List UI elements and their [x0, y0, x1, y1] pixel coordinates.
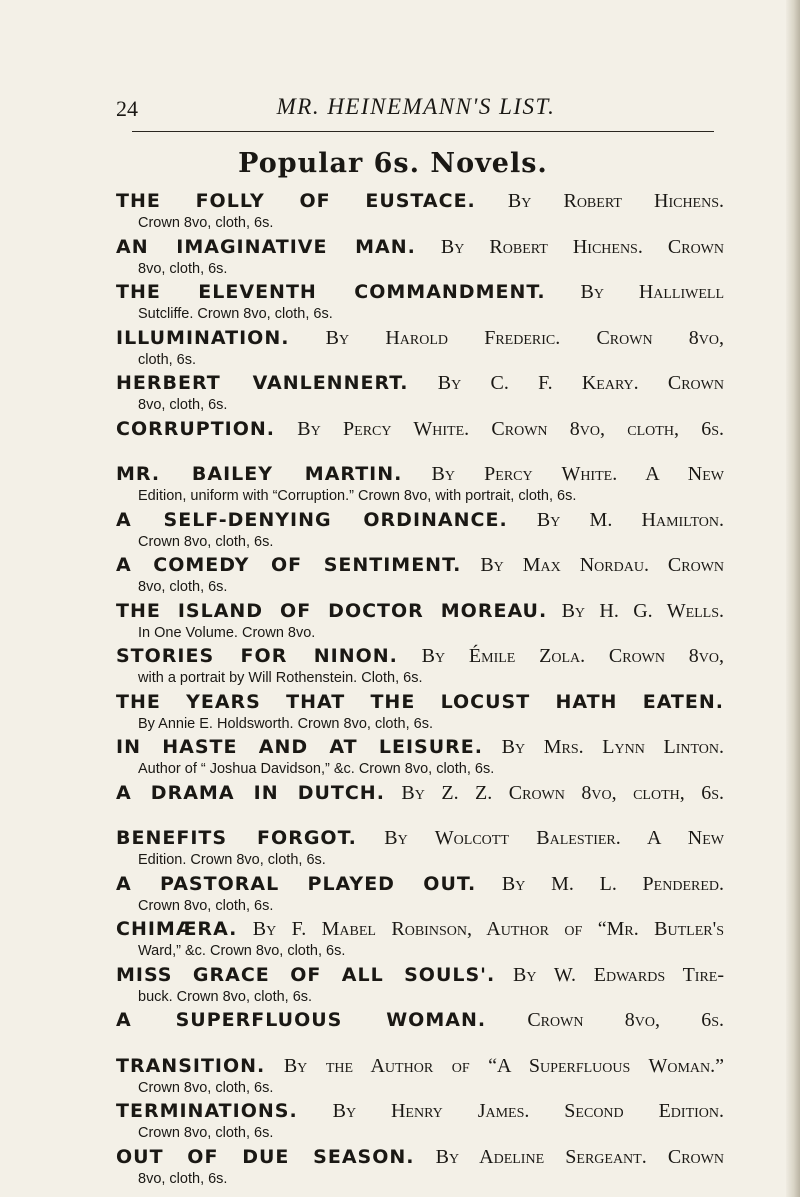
running-head — [116, 92, 716, 128]
book-entry — [116, 280, 724, 326]
book-author: By Adeline Sergeant. Crown — [435, 1145, 724, 1168]
book-entry — [116, 826, 724, 872]
book-title: THE FOLLY OF EUSTACE. — [116, 190, 476, 212]
entry-heading-line — [116, 1054, 724, 1078]
book-title: TERMINATIONS. — [116, 1100, 298, 1122]
book-title: OUT OF DUE SEASON. — [116, 1145, 415, 1168]
book-entry — [116, 235, 724, 281]
entry-heading-line — [116, 872, 724, 896]
entry-heading-line — [116, 781, 724, 805]
book-details: In One Volume. Crown 8vo. — [138, 624, 316, 641]
book-entry — [116, 1008, 724, 1054]
book-details: Ward,” &c. Crown 8vo, cloth, 6s. — [138, 943, 346, 959]
entry-heading-line — [116, 1099, 724, 1123]
running-title: MR. HEINEMANN'S LIST. — [276, 94, 556, 119]
page-gutter-shadow — [786, 0, 800, 1197]
book-details: 8vo, cloth, 6s. — [138, 260, 228, 277]
book-title: A SUPERFLUOUS WOMAN. — [116, 1009, 487, 1031]
book-details: 8vo, cloth, 6s. — [138, 579, 228, 595]
entry-heading-line — [116, 371, 724, 395]
entry-heading-line — [116, 280, 724, 304]
book-author: By Émile Zola. Crown 8vo, — [421, 645, 725, 667]
book-entry — [116, 1099, 724, 1145]
entry-heading-line — [116, 963, 724, 987]
book-details: with a portrait by Will Rothenstein. Cloth, 6s. — [138, 670, 423, 686]
entry-heading-line — [116, 553, 724, 577]
header-rule — [132, 131, 714, 132]
book-details: Crown 8vo, cloth, 6s. — [138, 215, 274, 231]
entry-heading-line — [116, 326, 724, 350]
entry-heading-line — [116, 826, 724, 850]
book-author: By the Author of “A Superfluous Woman.” — [283, 1054, 725, 1077]
book-details: 8vo, cloth, 6s. — [138, 397, 228, 413]
book-title: STORIES FOR NINON. — [116, 645, 398, 667]
book-title: A SELF-DENYING ORDINANCE. — [116, 508, 508, 531]
book-title: THE ISLAND OF DOCTOR MOREAU. — [116, 599, 548, 622]
book-entry — [116, 599, 724, 645]
book-details: Crown 8vo, cloth, 6s. — [138, 1079, 274, 1096]
book-entry — [116, 371, 724, 417]
book-entry — [116, 1145, 724, 1191]
book-title: AN IMAGINATIVE MAN. — [116, 235, 416, 258]
book-details: Edition, uniform with “Corruption.” Crown 8vo, with portrait, cloth, 6s. — [138, 488, 577, 504]
book-details: Crown 8vo, cloth, 6s. — [138, 897, 274, 914]
book-details: Crown 8vo, cloth, 6s. — [138, 533, 274, 550]
book-list — [116, 189, 724, 1190]
book-author: By Robert Hichens. — [507, 190, 725, 212]
book-title: THE YEARS THAT THE LOCUST HATH EATEN. — [116, 690, 724, 713]
entry-heading-line — [116, 1008, 724, 1032]
book-title: A PASTORAL PLAYED OUT. — [116, 872, 477, 895]
book-entry — [116, 781, 724, 827]
book-entry — [116, 326, 724, 372]
book-details: 8vo, cloth, 6s. — [138, 1170, 228, 1187]
book-title: TRANSITION. — [116, 1054, 266, 1077]
book-details: Author of “ Joshua Davidson,” &c. Crown 8vo, cloth, 6s. — [138, 761, 495, 777]
book-title: MISS GRACE OF ALL SOULS'. — [116, 963, 496, 986]
book-title: HERBERT VANLENNERT. — [116, 372, 409, 394]
entry-heading-line — [116, 1145, 724, 1169]
entry-heading-line — [116, 462, 724, 486]
book-entry — [116, 462, 724, 508]
book-author: By Z. Z. Crown 8vo, cloth, 6s. — [401, 781, 725, 804]
entry-heading-line — [116, 235, 724, 259]
book-author: By H. G. Wells. — [561, 599, 725, 622]
book-entry — [116, 872, 724, 918]
book-entry — [116, 690, 724, 736]
book-author: By Harold Frederic. Crown 8vo, — [325, 326, 724, 349]
book-title: IN HASTE AND AT LEISURE. — [116, 736, 483, 758]
book-author: By Henry James. Second Edition. — [332, 1100, 725, 1122]
book-author: By M. L. Pendered. — [501, 872, 724, 895]
book-author: By F. Mabel Robinson, Author of “Mr. Butler's — [252, 918, 724, 940]
book-author: By Percy White. A New — [431, 463, 725, 485]
book-entry — [116, 644, 724, 690]
entry-heading-line — [116, 690, 724, 714]
book-author: By Mrs. Lynn Linton. — [501, 736, 724, 758]
book-author: By Max Nordau. Crown — [480, 554, 725, 576]
book-details: Sutcliffe. Crown 8vo, cloth, 6s. — [138, 306, 333, 322]
entry-heading-line — [116, 735, 724, 759]
book-details: By Annie E. Holdsworth. Crown 8vo, cloth, 6s. — [138, 715, 433, 732]
entry-heading-line — [116, 417, 724, 441]
book-author: By M. Hamilton. — [536, 508, 725, 531]
book-title: CORRUPTION. — [116, 417, 276, 440]
book-entry — [116, 553, 724, 599]
book-author: By C. F. Keary. Crown — [437, 372, 724, 394]
entry-heading-line — [116, 189, 724, 213]
book-title: ILLUMINATION. — [116, 326, 290, 349]
book-entry — [116, 189, 724, 235]
book-details: Crown 8vo, cloth, 6s. — [138, 1125, 274, 1141]
book-entry — [116, 917, 724, 963]
book-title: A DRAMA IN DUTCH. — [116, 781, 385, 804]
book-author: By Wolcott Balestier. A New — [384, 827, 725, 849]
book-title: THE ELEVENTH COMMANDMENT. — [116, 281, 546, 303]
book-author: By Robert Hichens. Crown — [440, 235, 724, 258]
entry-heading-line — [116, 599, 724, 623]
book-details: cloth, 6s. — [138, 351, 197, 368]
book-author: Crown 8vo, 6s. — [527, 1009, 725, 1031]
book-details: Edition. Crown 8vo, cloth, 6s. — [138, 852, 326, 868]
book-entry — [116, 735, 724, 781]
book-entry — [116, 417, 724, 463]
entry-heading-line — [116, 644, 724, 668]
book-entry — [116, 963, 724, 1009]
book-entry — [116, 1054, 724, 1100]
book-title: A COMEDY OF SENTIMENT. — [116, 554, 462, 576]
book-details: buck. Crown 8vo, cloth, 6s. — [138, 988, 313, 1005]
book-author: By Percy White. Crown 8vo, cloth, 6s. — [297, 417, 725, 440]
entry-heading-line — [116, 508, 724, 532]
section-title: Popular 6s. Novels. — [238, 148, 548, 179]
entry-heading-line — [116, 917, 724, 941]
book-title: CHIMÆRA. — [116, 918, 238, 940]
book-author: By W. Edwards Tire- — [513, 963, 725, 986]
book-author: By Halliwell — [580, 281, 725, 303]
book-title: BENEFITS FORGOT. — [116, 827, 357, 849]
book-title: MR. BAILEY MARTIN. — [116, 463, 403, 485]
page-number: 24 — [116, 96, 138, 121]
book-entry — [116, 508, 724, 554]
